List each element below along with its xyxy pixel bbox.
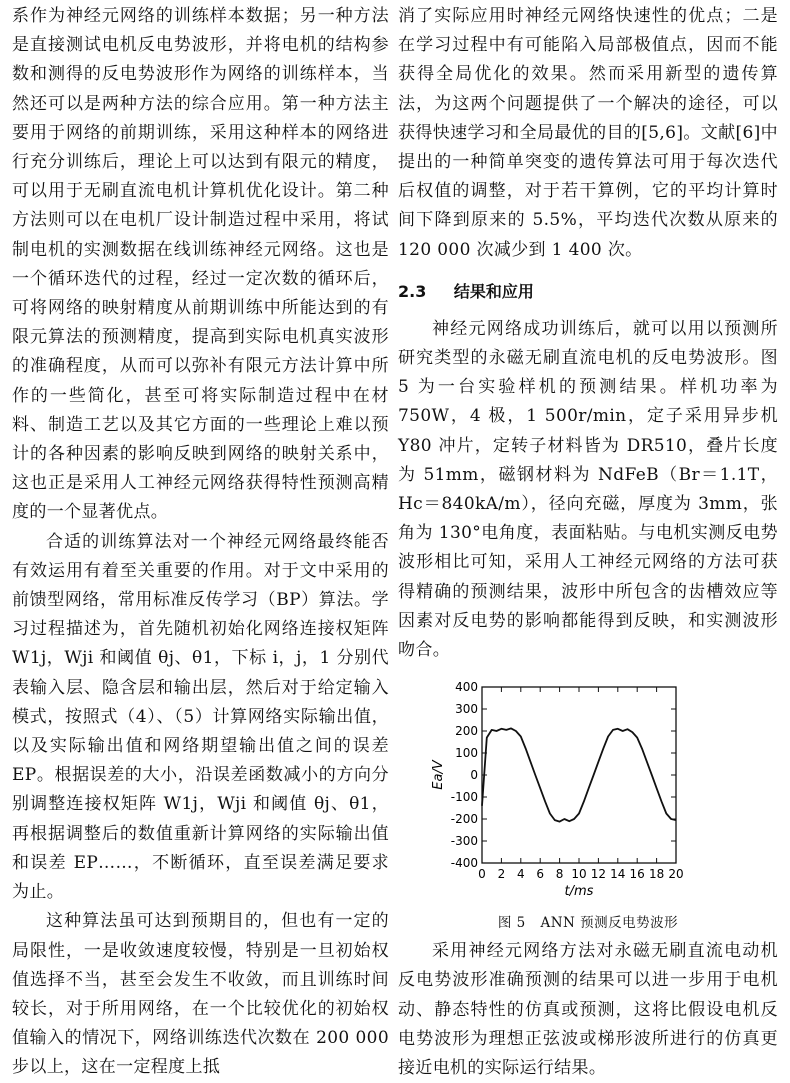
y-tick-label: -300 [450,834,478,849]
left-paragraph-2: 合适的训练算法对一个神经元网络最终能否有效运用有着至关重要的作用。对于文中采用的前馈型网络，常用标准反传学习（BP）算法。学习过程描述为，首先随机初始化网络连接权矩阵 W1j，Wji 和阈值 θj、θ1，下标 i，j，1 分别代表输入层、隐含层和输出层，然后对于给定输入模式，按照式（4）、（5）计算网络实际输出值，以及实际输出值和网络期望输出值之间的误差 EP。根据误差的大小，沿误差函数减小的方向分别调整连接权矩阵 W1j，Wji 和阈值 θj、θ1，再根据调整后的数值重新计算网络的实际输出值和误差 EP……，不断循环，直至误差满足要求为止。 [12,531,389,903]
y-tick-label: -100 [450,790,478,805]
x-tick-label: 8 [555,867,564,882]
right-paragraph-2: 神经元网络成功训练后，就可以用以预测所研究类型的永磁无刷直流电机的反电势波形。图 5 为一台实验样机的预测结果。样机功率为 750W，4 极，1 500r/min，定子采用异步机 Y80 冲片，定转子材料皆为 DR510，叠片长度为 51mm，磁钢材料为 NdFeB（Br＝1.1T，Hc＝840kA/m），径向充磁，厚度为 3mm，张角为 130°电角度，表面粘贴。与电机实测反电势波形相比可知，采用人工神经元网络的方法可获得精确的预测结果，波形中所包含的齿槽效应等因素对反电势的影响都能得到反映，和实测波形吻合。 [398,318,778,661]
left-column [12,2,389,1083]
y-tick-label: 200 [455,724,478,739]
y-tick-label: -200 [450,812,478,827]
y-tick-label: 100 [455,746,478,761]
x-tick-label: 16 [629,867,645,882]
section-number: 2.3 [398,281,427,301]
figure-label: 图 5 [497,915,526,932]
x-tick-label: 18 [648,867,665,882]
y-tick-label: 0 [470,768,478,783]
right-paragraph-1: 消了实际应用时神经元网络快速性的优点；二是在学习过程中有可能陷入局部极值点，因而不能获得全局优化的效果。然而采用新型的遗传算法，为这两个问题提供了一个解决的途径，可以获得快速学习和全局最优的目的[5,6]。文献[6]中提出的一种简单突变的遗传算法可用于每次迭代后权值的调整，对于若干算例，它的平均计算时间下降到原来的 5.5%，平均迭代次数从原来的 120 000 次减少到 1 400 次。 [398,6,778,260]
x-tick-label: 6 [536,867,545,882]
x-tick-label: 10 [571,867,587,882]
section-title: 结果和应用 [453,281,534,301]
left-paragraph-1: 系作为神经元网络的训练样本数据；另一种方法是直接测试电机反电势波形，并将电机的结构参数和测得的反电势波形作为网络的训练样本，当然还可以是两种方法的综合应用。第一种方法主要用于网络的前期训练，采用这种样本的网络进行充分训练后，理论上可以达到有限元的精度，可以用于无刷直流电机计算机优化设计。第二种方法则可以在电机厂设计制造过程中采用，将试制电机的实测数据在线训练神经元网络。这也是一个循环迭代的过程，经过一定次数的循环后，可将网络的映射精度从前期训练中所能达到的有限元算法的预测精度，提高到实际电机真实波形的准确程度，从而可以弥补有限元方法计算中所作的一些简化，甚至可将实际制造过程中在材料、制造工艺以及其它方面的一些理论上难以预计的各种因素的影响反映到网络的映射关系中，这也正是采用人工神经元网络获得特性预测高精度的一个显著优点。 [12,6,389,523]
x-tick-label: 0 [478,867,486,882]
right-column [398,2,778,1083]
figure-caption-text: ANN 预测反电势波形 [540,915,679,932]
right-paragraph-3: 采用神经元网络方法对永磁无刷直流电动机反电势波形准确预测的结果可以进一步用于电机动、静态特性的仿真或预测，这将比假设电机反电势波形为理想正弦波或梯形波所进行的仿真更接近电机的实际运行结果。 [398,941,778,1079]
x-axis-label: t/ms [564,884,594,900]
y-tick-label: -400 [450,856,478,871]
left-paragraph-3: 这种算法虽可达到预期目的，但也有一定的局限性，一是收敛速度较慢，特别是一旦初始权值选择不当，甚至会发生不收敛，而且训练时间较长，对于所用网络，在一个比较优化的初始权值输入的情况下，网络训练迭代次数在 200 000 步以上，这在一定程度上抵 [12,911,389,1078]
x-tick-label: 12 [590,867,607,882]
y-tick-label: 400 [455,680,478,695]
y-axis-label: Ea/V [431,760,446,790]
back-emf-chart [398,677,778,909]
x-tick-label: 4 [516,867,525,882]
plot-frame [482,687,676,863]
figure-caption [398,911,778,931]
y-tick-label: 300 [455,702,478,717]
figure-5 [398,677,778,909]
section-heading [398,279,778,305]
series-line [482,729,676,822]
x-tick-label: 2 [497,867,506,882]
x-tick-label: 20 [668,867,684,882]
x-tick-label: 14 [610,867,626,882]
